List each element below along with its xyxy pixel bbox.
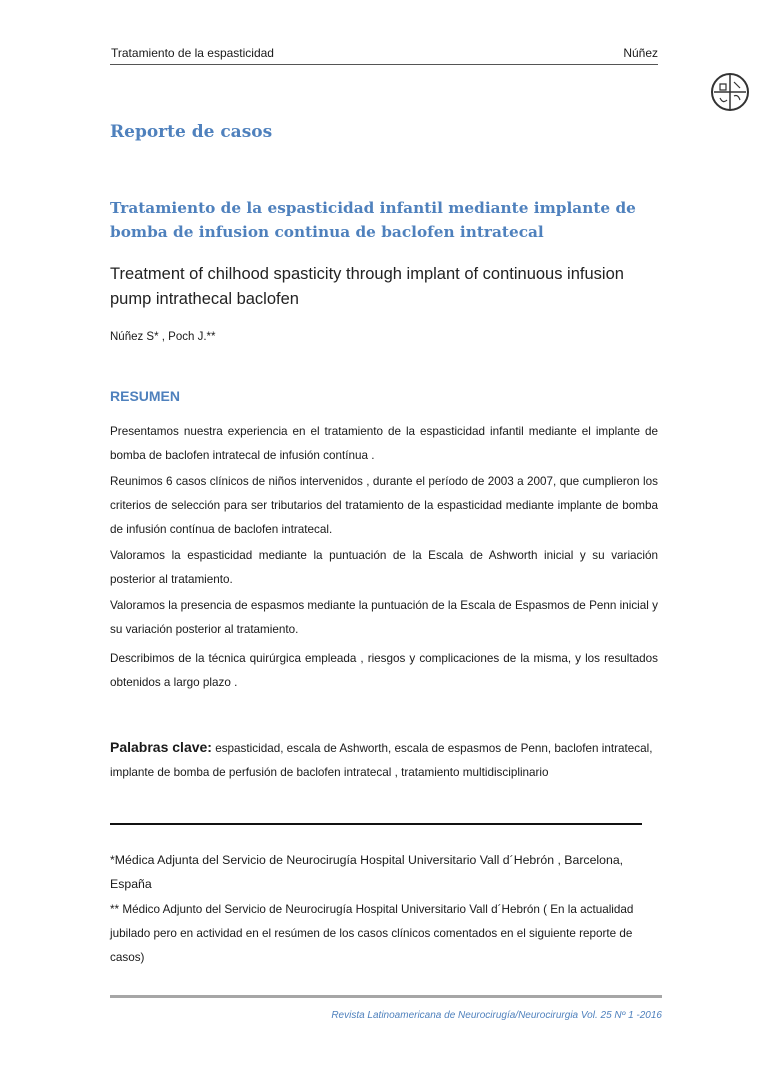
article-title-english [110,262,670,312]
abstract-heading: RESUMEN [110,388,181,404]
abstract-paragraph: Valoramos la presencia de espasmos mediante la puntuación de la Escala de Espasmos de Penn inicial y su variación posterior al tratamiento. [110,599,658,636]
article-title-spanish [110,196,670,244]
abstract-paragraph: Reunimos 6 casos clínicos de niños intervenidos , durante el período de 2003 a 2007, que cumplieron los criterios de selección para ser tributarios del tratamiento de la espasticidad mediante implante de bomba de infusión contínua de baclofen intratecal. [110,475,658,536]
abstract-paragraph: Describimos de la técnica quirúrgica empleada , riesgos y complicaciones de la misma, y los resultados obtenidos a largo plazo . [110,652,658,689]
abstract-paragraph: Valoramos la espasticidad mediante la puntuación de la Escala de Ashworth inicial y su variación posterior al tratamiento. [110,549,658,586]
journal-seal-icon [710,72,750,112]
article-title-spanish-line1: Tratamiento de la espasticidad infantil mediante implante de [110,199,636,217]
running-header-author: Núñez [623,46,658,60]
footer-divider [110,995,662,998]
running-header-title: Tratamiento de la espasticidad [111,46,274,60]
affiliation-second-author: ** Médico Adjunto del Servicio de Neurocirugía Hospital Universitario Vall d´Hebrón ( En la actualidad jubilado pero en actividad en el resúmen de los casos clínicos comentados en el siguiente reporte de casos) [110,903,634,964]
article-title-spanish-line2: bomba de infusion continua de baclofen intratecal [110,223,544,241]
abstract-paragraph: Presentamos nuestra experiencia en el tratamiento de la espasticidad infantil mediante el implante de bomba de baclofen intratecal de infusión contínua . [110,425,658,462]
affiliation-divider [110,823,642,825]
authors: Núñez S* , Poch J.** [110,331,216,343]
keywords-label: Palabras clave: [110,739,212,755]
header-divider [110,64,658,65]
keywords [110,735,658,785]
keywords-text: espasticidad, escala de Ashworth, escala de espasmos de Penn, baclofen intratecal, implante de bomba de perfusión de baclofen intratecal , tratamiento multidisciplinario [110,742,653,779]
journal-footer: Revista Latinoamericana de Neurocirugía/Neurocirurgia Vol. 25 Nº 1 -2016 [331,1010,662,1021]
section-title: Reporte de casos [110,122,273,142]
affiliation-first-author: *Médica Adjunta del Servicio de Neurocirugía Hospital Universitario Vall d´Hebrón , Barcelona, España [110,853,624,891]
article-title-english-line1: Treatment of chilhood spasticity through implant of continuous infusion [110,265,624,283]
article-title-english-line2: pump intrathecal baclofen [110,290,299,308]
